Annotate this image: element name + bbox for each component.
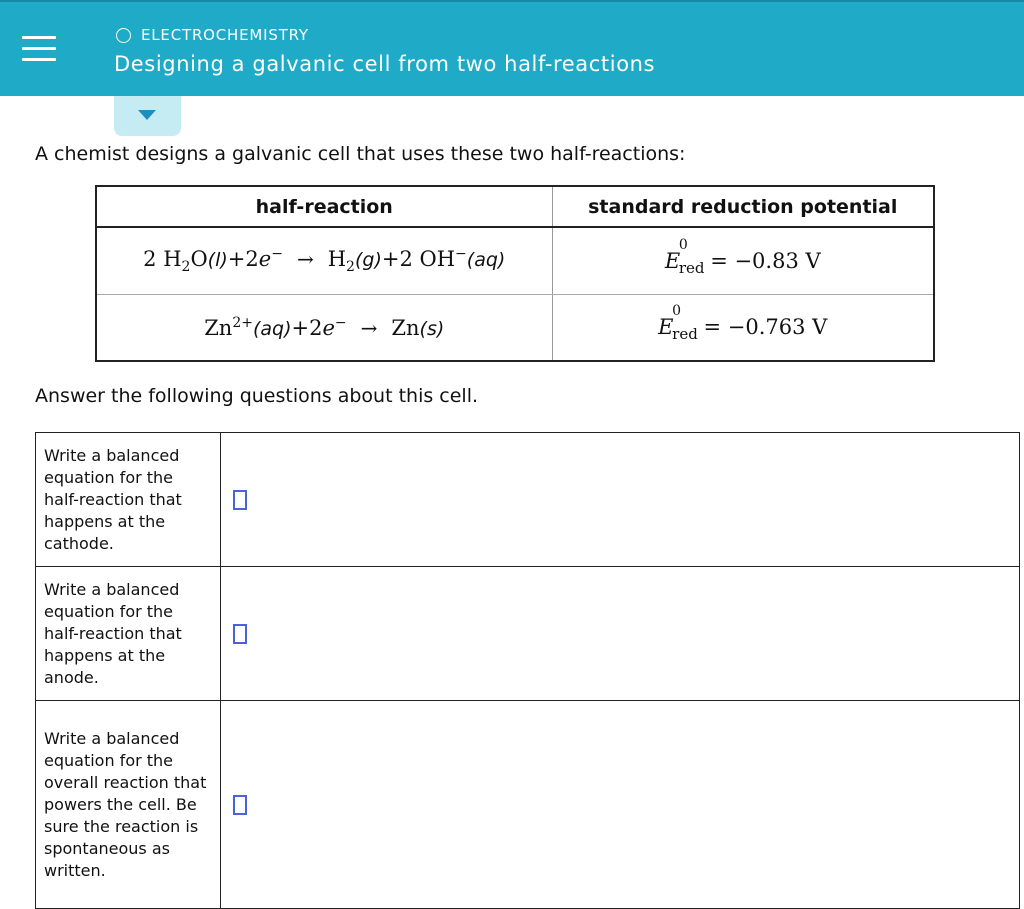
topic-text: ELECTROCHEMISTRY	[141, 26, 309, 44]
top-header	[0, 0, 1024, 96]
answer-row-anode	[36, 567, 1020, 701]
question-cathode: Write a balanced equation for the half-reaction that happens at the cathode.	[36, 433, 221, 567]
table-row	[96, 227, 934, 294]
expand-dropdown-button[interactable]	[114, 96, 181, 136]
menu-icon[interactable]	[22, 36, 56, 66]
answer-row-cathode	[36, 433, 1020, 567]
half-reaction-water: 2 $H_2O(l)+2e^- \to H_2(g)+2$ OH−(aq)	[96, 227, 552, 294]
half-reactions-table	[95, 185, 935, 362]
page-title: Designing a galvanic cell from two half-reactions	[114, 52, 656, 76]
topic-label	[116, 26, 309, 44]
col-header-half-reaction: half-reaction	[96, 186, 552, 227]
question-anode: Write a balanced equation for the half-reaction that happens at the anode.	[36, 567, 221, 701]
half-reaction-zinc: $Zn^{2+}(aq)+2e^- \to Zn(s)$	[96, 294, 552, 361]
potential-symbol: E	[664, 248, 681, 273]
question-overall: Write a balanced equation for the overall reaction that powers the cell. Be sure the reaction is spontaneous as written.	[36, 701, 221, 909]
potential-subscript: red	[672, 325, 698, 344]
potential-value: = −0.83 V	[710, 248, 821, 273]
answer-row-overall	[36, 701, 1020, 909]
intro-text: A chemist designs a galvanic cell that uses these two half-reactions:	[35, 143, 686, 165]
topic-circle-icon	[116, 28, 131, 43]
answer-cell-cathode[interactable]	[221, 433, 1020, 567]
potential-cell-water	[552, 227, 934, 294]
answer-input-overall[interactable]	[233, 795, 247, 815]
potential-cell-zinc	[552, 294, 934, 361]
answer-input-cathode[interactable]	[233, 490, 247, 510]
table-row	[96, 294, 934, 361]
potential-superscript: 0	[672, 303, 682, 320]
potential-symbol: E	[658, 315, 674, 340]
answer-table	[35, 432, 1020, 909]
answer-input-anode[interactable]	[233, 624, 247, 644]
table-header-row	[96, 186, 934, 227]
col-header-potential: standard reduction potential	[552, 186, 934, 227]
potential-value: = −0.763 V	[703, 315, 828, 340]
potential-subscript: red	[678, 258, 705, 277]
potential-superscript: 0	[678, 236, 688, 253]
answer-cell-anode[interactable]	[221, 567, 1020, 701]
answer-cell-overall[interactable]	[221, 701, 1020, 909]
answer-intro-text: Answer the following questions about this cell.	[35, 385, 479, 407]
triangle-down-icon	[138, 110, 156, 120]
